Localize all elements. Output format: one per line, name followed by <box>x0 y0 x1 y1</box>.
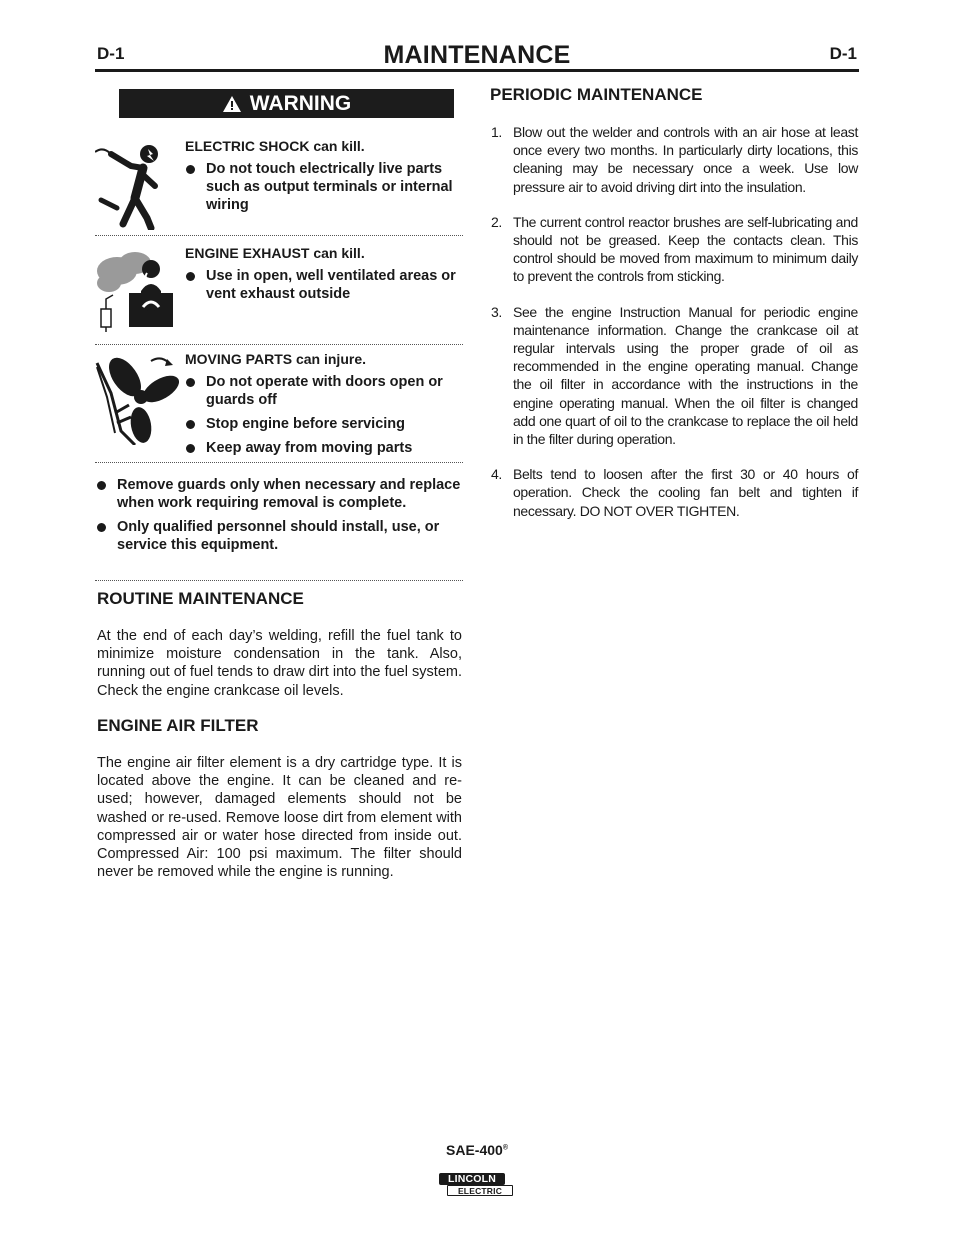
routine-text: At the end of each day’s welding, refill the fuel tank to minimize moisture condensation in the tank. Also, running out of fuel tends to draw dirt into the fuel system. Check the engine crankcase oil levels. <box>97 628 462 699</box>
hazard-electric-shock <box>95 136 463 232</box>
hazard-bullet: Use in open, well ventilated areas or vent exhaust outside <box>185 267 463 303</box>
periodic-item: 4. Belts tend to loosen after the first 30 or 40 hours of operation. Check the cooling fan belt and tighten if necessary. DO NOT OVER TIGHTEN. <box>491 466 858 519</box>
periodic-list <box>490 123 858 537</box>
hazard-moving-parts <box>95 349 463 459</box>
page-code-left: D-1 <box>97 44 125 63</box>
logo-bottom-text: ELECTRIC <box>447 1185 513 1196</box>
routine-heading: ROUTINE MAINTENANCE <box>97 589 304 608</box>
periodic-heading: PERIODIC MAINTENANCE <box>490 85 703 104</box>
engine-exhaust-icon <box>95 249 177 338</box>
hazard-bullet: Do not operate with doors open or guards off <box>185 373 463 409</box>
general-bullet: Only qualified personnel should install, use, or service this equipment. <box>95 518 463 554</box>
air-filter-heading: ENGINE AIR FILTER <box>97 716 259 735</box>
hazard-bullet: Do not touch electrically live parts such as output terminals or internal wiring <box>185 160 463 214</box>
page-code-right: D-1 <box>829 44 857 63</box>
periodic-item: 1. Blow out the welder and controls with an air hose at least once every two months. In particularly dirty locations, this cleaning may be necessary once a week. Use low pressure air to avoid driving dirt into the insulation. <box>491 124 858 195</box>
hazard-title: ENGINE EXHAUST can kill. <box>185 245 365 261</box>
hazard-title: MOVING PARTS can injure. <box>185 351 366 367</box>
divider <box>95 462 463 463</box>
hazard-bullet: Keep away from moving parts <box>185 439 463 457</box>
general-bullet: Remove guards only when necessary and replace when work requiring removal is complete. <box>95 476 463 512</box>
general-warning-list <box>95 476 463 560</box>
hazard-engine-exhaust <box>95 243 463 341</box>
model-name: SAE-400® <box>446 1142 508 1158</box>
warning-label: WARNING <box>249 91 352 115</box>
header-rule <box>95 69 859 72</box>
air-filter-text: The engine air filter element is a dry cartridge type. It is located above the engine. It can be cleaned and re-used; however, damaged elements should not be washed or re-used. Remove loose dirt from element with compressed air or water hose directed from inside out. Compressed Air: 100 psi maximum. The filter should never be removed while the engine is running. <box>97 755 462 881</box>
periodic-item: 2. The current control reactor brushes are self-lubricating and should not be greased. Keep the contacts clean. This control should be moved from maximum to minimum daily to prevent the controls from sticking. <box>491 213 858 285</box>
hazard-bullet: Stop engine before servicing <box>185 415 463 433</box>
warning-triangle-icon <box>222 95 242 113</box>
warning-banner <box>119 89 454 118</box>
hazard-title: ELECTRIC SHOCK can kill. <box>185 138 365 154</box>
logo-top-text: LINCOLN <box>439 1173 505 1185</box>
divider <box>95 235 463 236</box>
moving-parts-icon <box>95 353 179 450</box>
divider <box>95 344 463 345</box>
lincoln-electric-logo <box>439 1173 515 1197</box>
page-title: MAINTENANCE <box>383 41 571 69</box>
periodic-item: 3. See the engine Instruction Manual for periodic engine maintenance information. Change the crankcase oil at regular intervals using the proper grade of oil as recommended in the engine operating manual. Change the oil filter in accordance with the instructions in the engine operating manual. When the oil filter is changed add one quart of oil to the crankcase to replace the oil held in the filter during operation. <box>491 303 858 448</box>
divider <box>95 580 463 581</box>
electric-shock-icon <box>95 140 175 235</box>
